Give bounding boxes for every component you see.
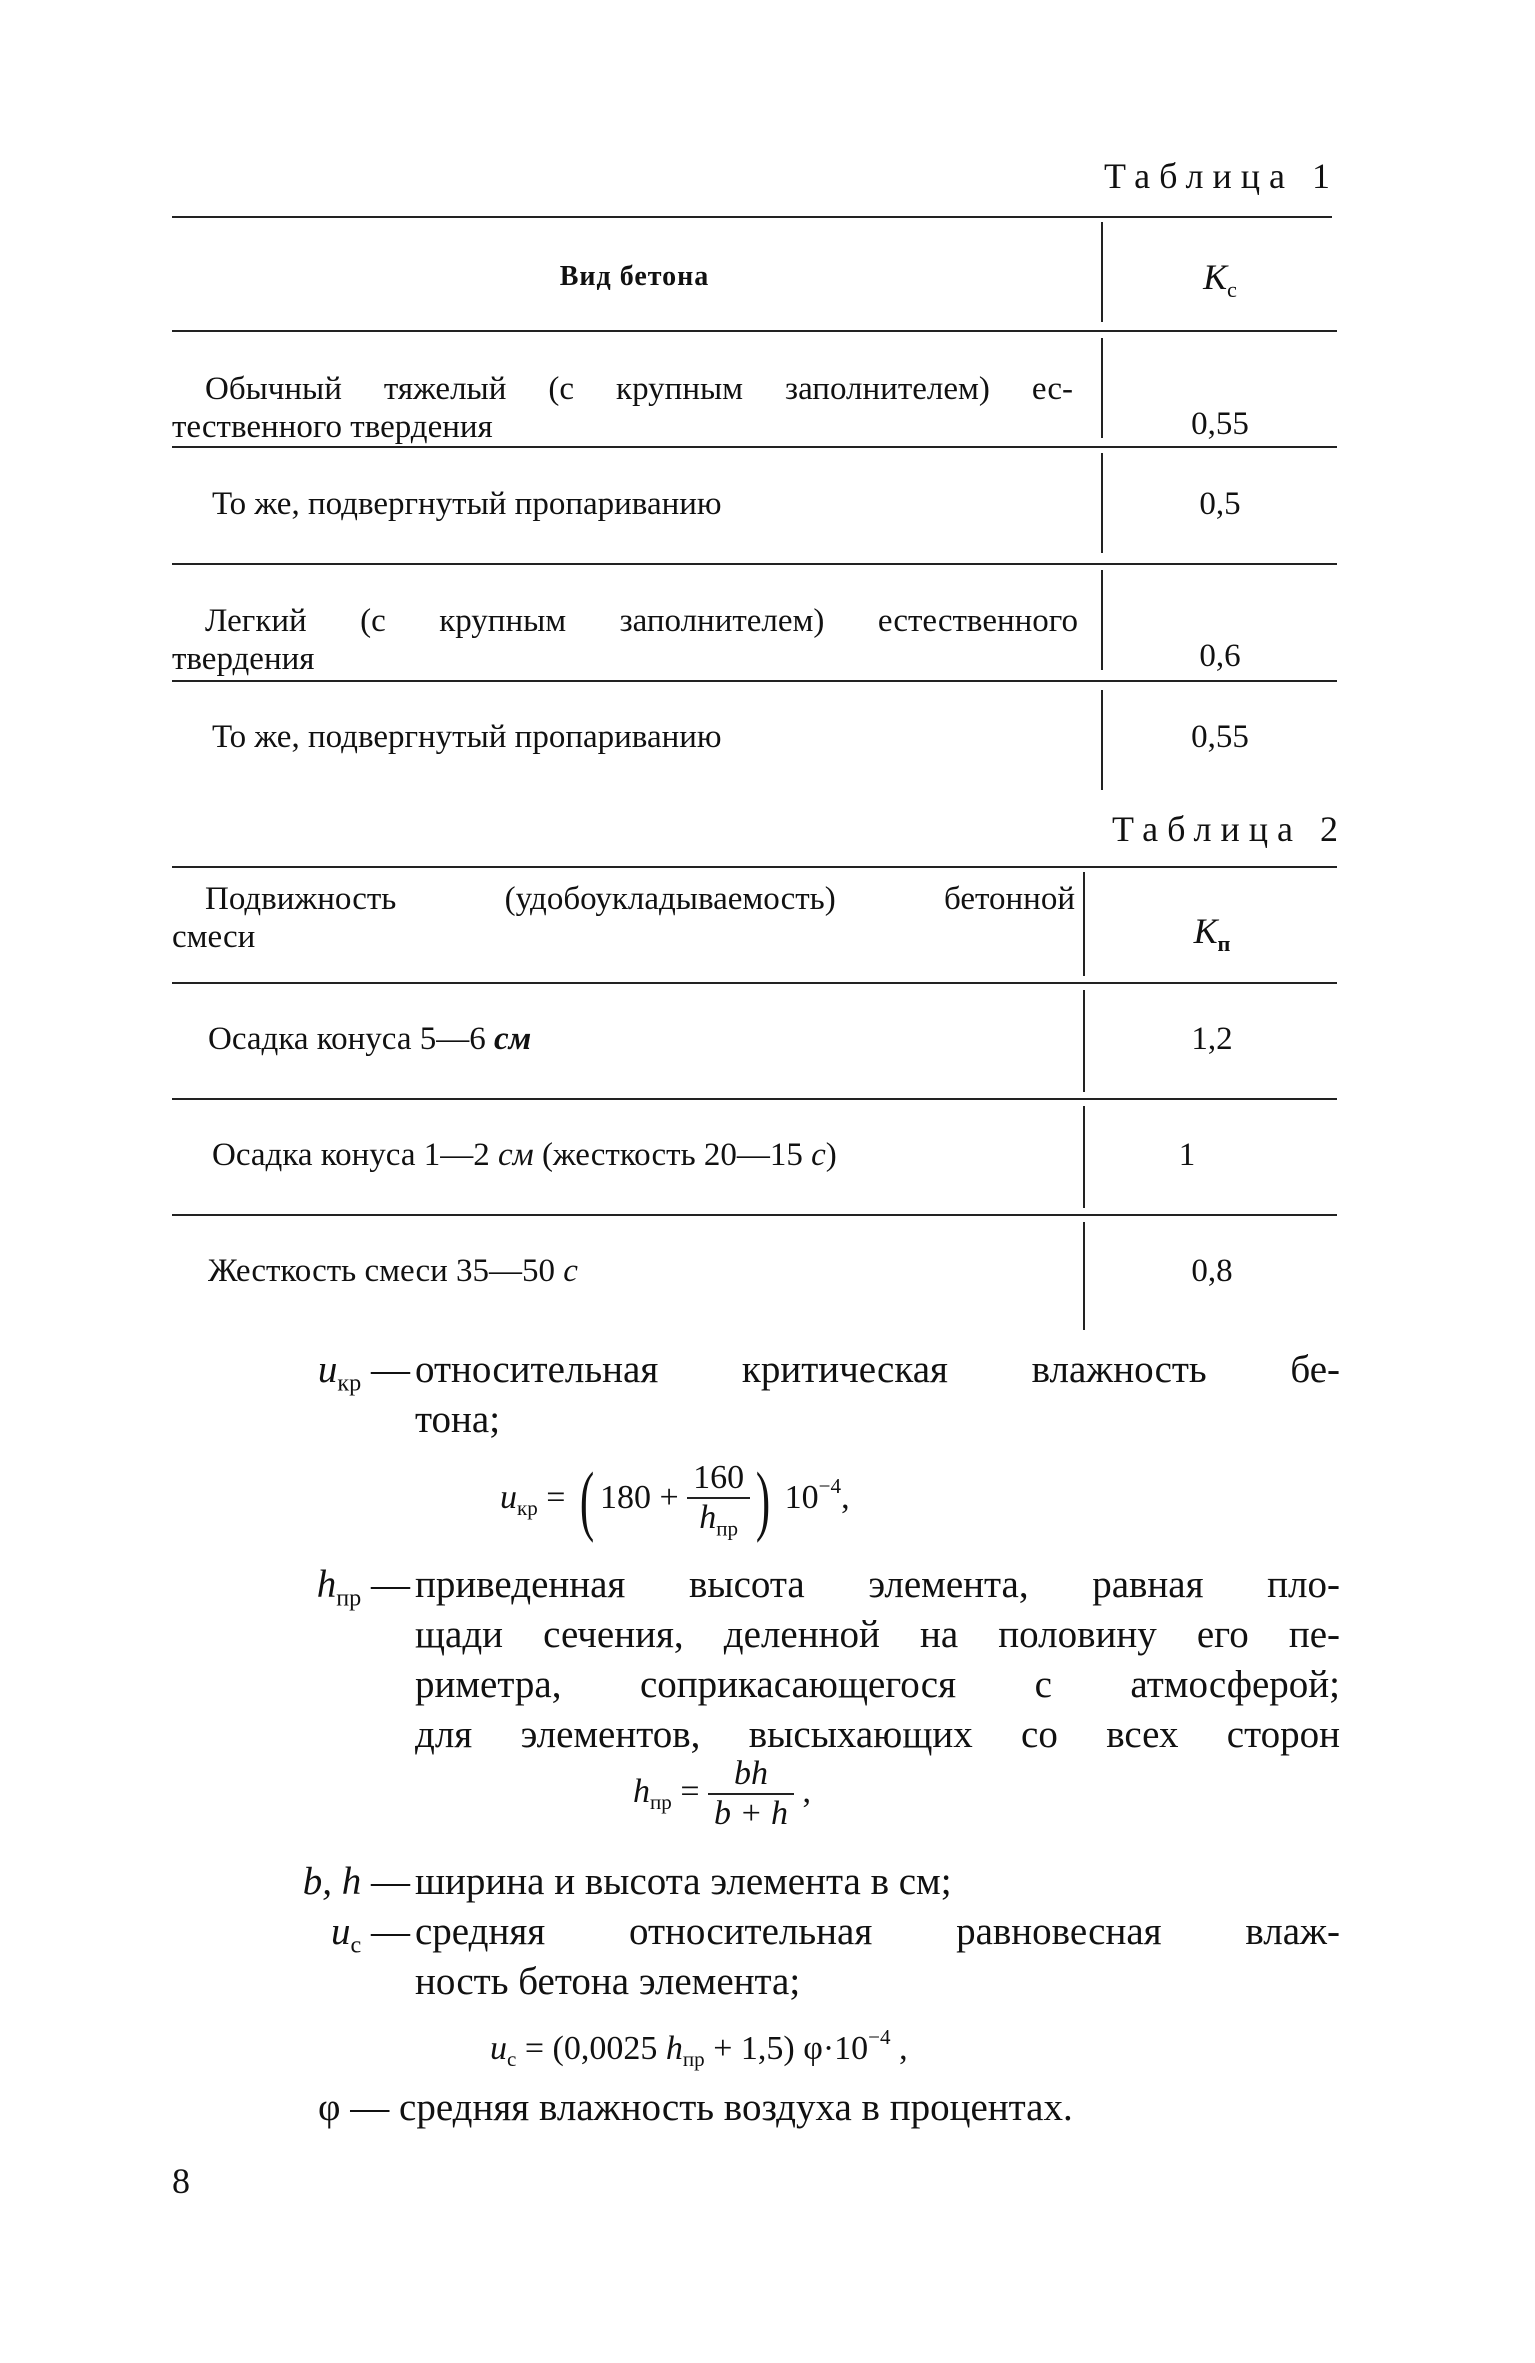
table2-row1-value: 1,2 (1191, 1021, 1233, 1057)
ukr-text-line: тона; (415, 1398, 501, 1441)
table2-row2-value: 1 (1178, 1137, 1196, 1173)
table2-header-rule (172, 982, 1337, 984)
hpr-symbol: $h_{пр}$ — (316, 1563, 410, 1612)
table1-row1-label: Обычный тяжелый (с крупным заполнителем) ес- тественного твердения (172, 371, 1073, 445)
table1-row4-label: То же, подвергнутый пропариванию (212, 719, 722, 755)
table2-header-col2: $К_п$ (1193, 911, 1231, 956)
table1-col-divider (1101, 453, 1103, 553)
table1-row2-value: 0,5 (1199, 486, 1241, 522)
ukr-text-line: относительная критическая влажность бе- (415, 1348, 1340, 1391)
page-number: 8 (172, 2161, 190, 2201)
table1-row2-label: То же, подвергнутый пропариванию (212, 486, 722, 522)
hpr-text-line: приведенная высота элемента, равная пло- (415, 1563, 1340, 1606)
table1-col-divider (1101, 338, 1103, 438)
table1-header-col1: Вид бетона (559, 261, 710, 292)
table2-row3-value: 0,8 (1191, 1253, 1233, 1289)
table1-row1-value: 0,55 (1191, 406, 1249, 442)
table1-row-rule (172, 563, 1337, 565)
uc-text-line: средняя относительная равновесная влаж- (415, 1910, 1340, 1953)
table2-row-rule (172, 1098, 1337, 1100)
table2-row3-label: Жесткость смеси 35—50 с (208, 1253, 578, 1289)
table1-col-divider (1101, 222, 1103, 322)
bh-text-line: ширина и высота элемента в см; (415, 1860, 952, 1903)
table2-row2-label: Осадка конуса 1—2 см (жесткость 20—15 с) (212, 1137, 837, 1173)
table1-row3-value: 0,6 (1199, 638, 1241, 674)
uc-symbol: $u_с$ — (331, 1910, 410, 1959)
table2-col-divider (1083, 1222, 1085, 1330)
hpr-formula: $h_{пр}$ = $\frac{bh}{b + h}$ , (633, 1755, 811, 1832)
table2-col-divider (1083, 872, 1085, 976)
table1-row3-label: Легкий (с крупным заполнителем) естественного твердения (172, 603, 1078, 677)
definition-phi: φ — средняя влажность воздуха в процентах. (318, 2086, 1073, 2129)
table1-row4-value: 0,55 (1191, 719, 1249, 755)
table1-row-rule (172, 680, 1337, 682)
hpr-text-line: для элементов, высыхающих со всех сторон (415, 1713, 1340, 1756)
table2-row-rule (172, 1214, 1337, 1216)
table1-top-rule (172, 216, 1332, 218)
table2-col-divider (1083, 990, 1085, 1092)
ukr-symbol: $u_{кр}$ — (317, 1348, 410, 1397)
uc-text-line: ность бетона элемента; (415, 1960, 801, 2003)
table1-col-divider (1101, 570, 1103, 670)
table2-row1-label: Осадка конуса 5—6 см (208, 1021, 532, 1057)
table1-header-rule (172, 330, 1337, 332)
table1-header-col2: $К_с$ (1203, 257, 1237, 302)
table2-top-rule (172, 866, 1337, 868)
hpr-text-line: щади сечения, деленной на половину его пе- (415, 1613, 1340, 1656)
ukr-formula: $u_{кр}$ = ( 180 + $\frac{160}{h_{пр}}$ ) $10^{-4}$, (500, 1456, 850, 1543)
table1-col-divider (1101, 690, 1103, 790)
table2-col-divider (1083, 1106, 1085, 1208)
bh-symbol: b, h — (302, 1860, 410, 1903)
table1-caption: Таблица 1 (1104, 156, 1339, 196)
table1-row-rule (172, 446, 1337, 448)
uc-formula: $u_с = (0,0025$ $h_{пр} + 1,5$) $\varphi\cdot 10^{-4}$ , (490, 2025, 908, 2072)
table2-header-col1: Подвижность (удобоукладываемость) бетонной смеси (172, 881, 1075, 955)
table2-caption: Таблица 2 (1112, 809, 1347, 849)
hpr-text-line: риметра, соприкасающегося с атмосферой; (415, 1663, 1340, 1706)
